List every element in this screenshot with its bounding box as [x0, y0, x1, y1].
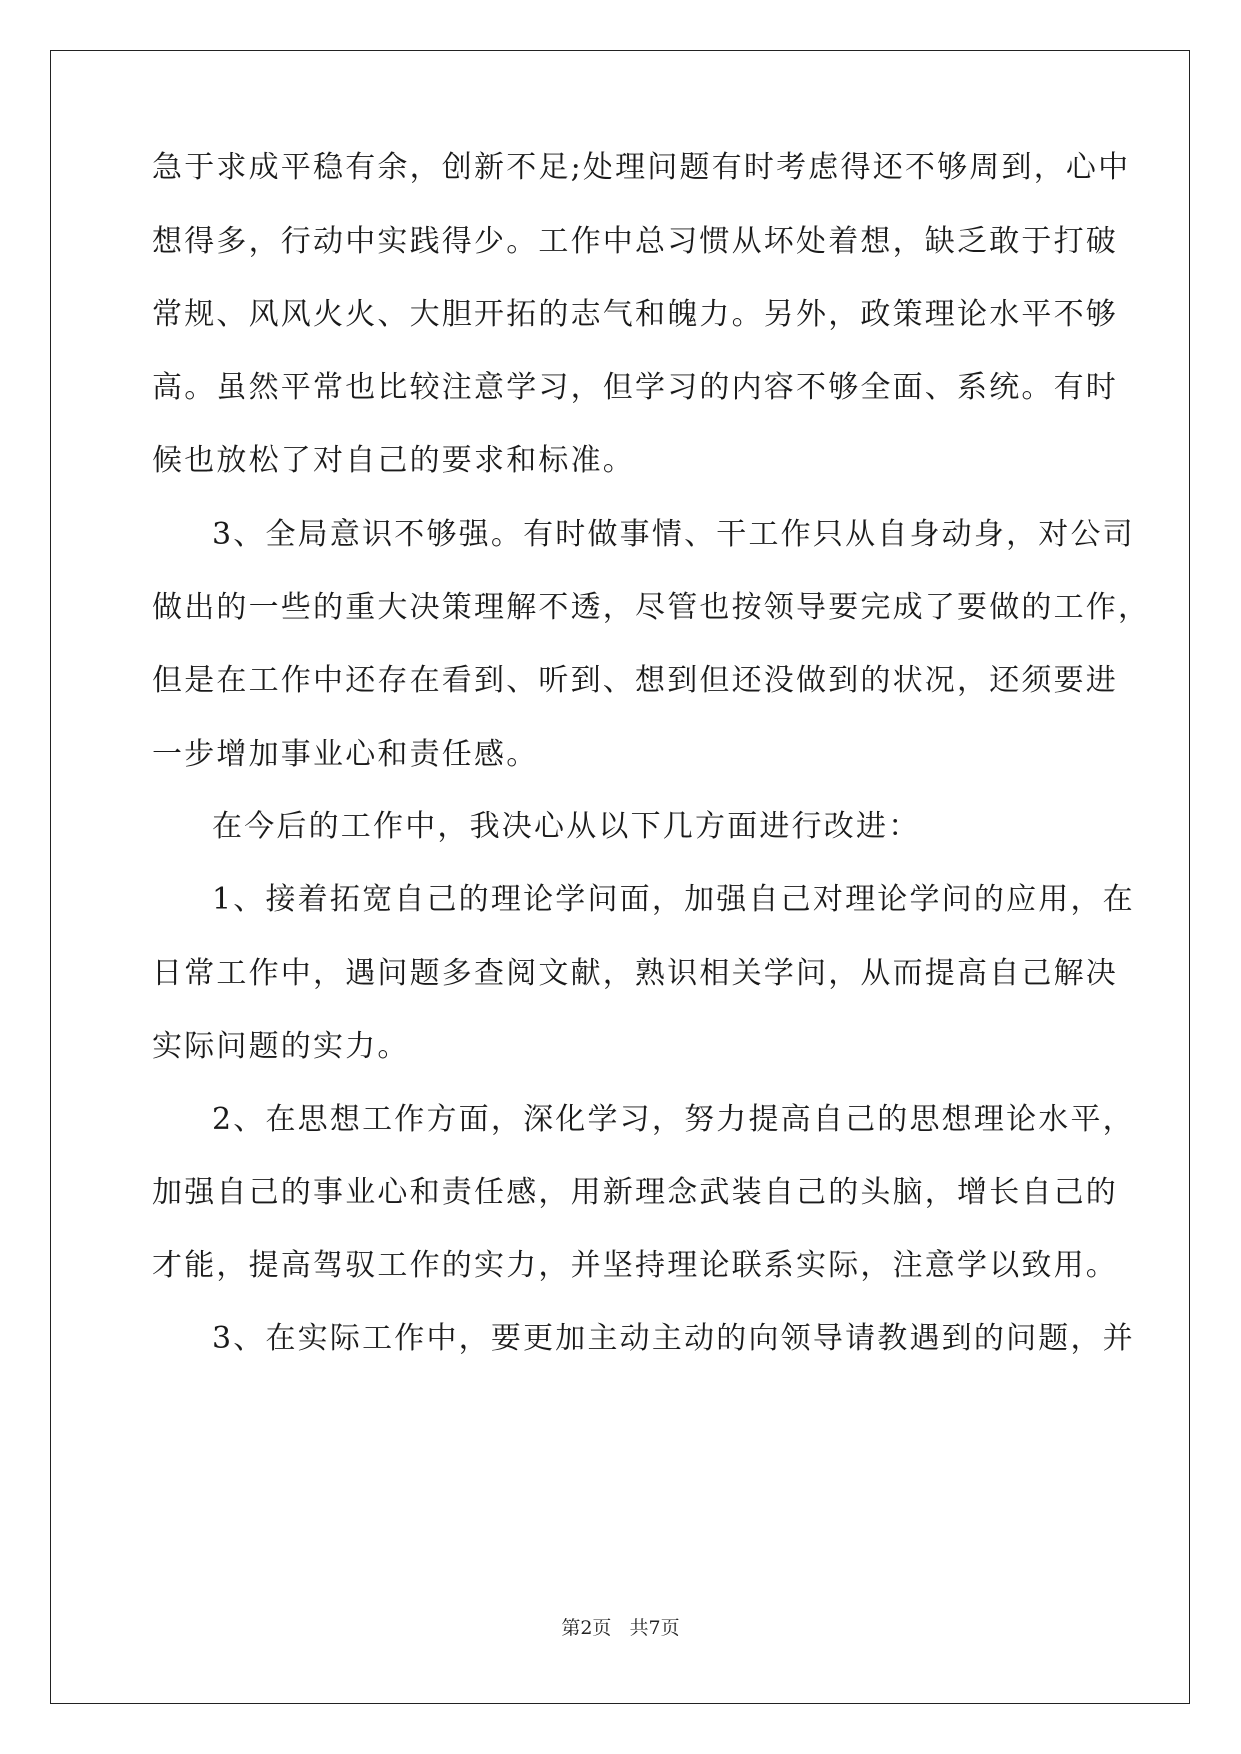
text-line: 实际问题的实力。 — [152, 1029, 410, 1064]
paragraph-start-line: 3、在实际工作中，要更加主动主动的向领导请教遇到的问题，并 — [212, 1321, 1135, 1356]
paragraph-start-line: 1、接着拓宽自己的理论学问面，加强自己对理论学问的应用，在 — [212, 882, 1135, 917]
text-line: 日常工作中，遇问题多查阅文献，熟识相关学问，从而提高自己解决 — [152, 956, 1118, 991]
paragraph-start-line: 在今后的工作中，我决心从以下几方面进行改进： — [212, 809, 921, 844]
paragraph-start-line: 2、在思想工作方面，深化学习，努力提高自己的思想理论水平， — [212, 1102, 1135, 1137]
paragraph-start-line: 3、全局意识不够强。有时做事情、干工作只从自身动身，对公司 — [212, 517, 1135, 552]
text-line: 想得多，行动中实践得少。工作中总习惯从坏处着想，缺乏敢于打破 — [152, 224, 1118, 259]
text-line: 高。虽然平常也比较注意学习，但学习的内容不够全面、系统。有时 — [152, 370, 1118, 405]
text-line: 才能，提高驾驭工作的实力，并坚持理论联系实际，注意学以致用。 — [152, 1248, 1118, 1283]
text-line: 急于求成平稳有余，创新不足;处理问题有时考虑得还不够周到，心中 — [152, 150, 1131, 185]
text-line: 常规、风风火火、大胆开拓的志气和魄力。另外，政策理论水平不够 — [152, 297, 1118, 332]
page-number-footer: 第2页 共7页 — [561, 1617, 680, 1639]
text-line: 候也放松了对自己的要求和标准。 — [152, 443, 635, 478]
text-line: 加强自己的事业心和责任感，用新理念武装自己的头脑，增长自己的 — [152, 1175, 1118, 1210]
text-line: 一步增加事业心和责任感。 — [152, 737, 539, 772]
text-line: 但是在工作中还存在看到、听到、想到但还没做到的状况，还须要进 — [152, 663, 1118, 698]
text-line: 做出的一些的重大决策理解不透，尽管也按领导要完成了要做的工作， — [152, 590, 1151, 625]
